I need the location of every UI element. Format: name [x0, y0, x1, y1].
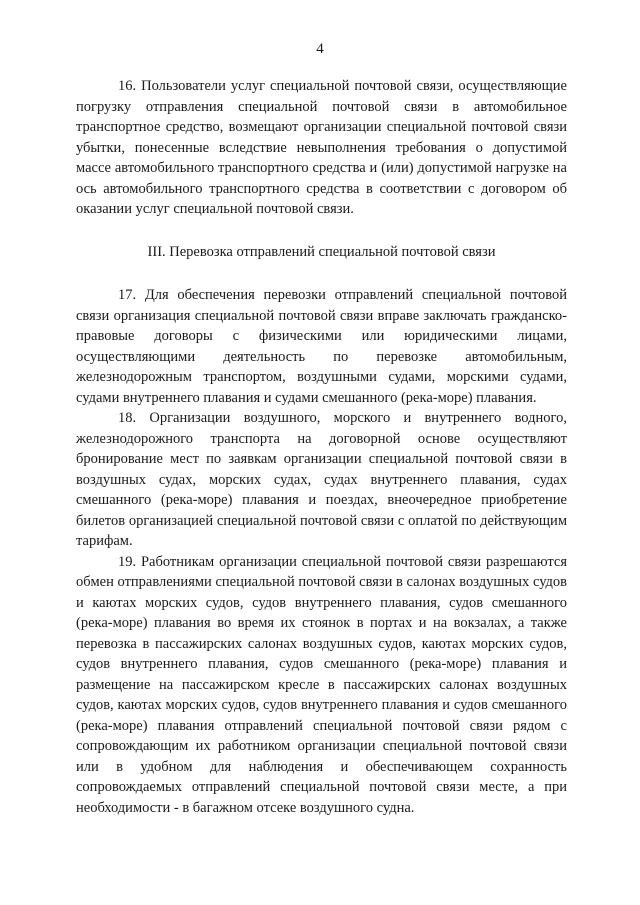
paragraph-17: 17. Для обеспечения перевозки отправлений специальной почтовой связи организация специальной почтовой связи вправе заключать гражданско-правовые договоры с физическими или юридическими лицами, осуществляющими деятельность по перевозке автомобильным, железнодорожным транспортом, воздушными судами, морскими судами, судами внутреннего плавания и судами смешанного (река-море) плавания. — [76, 287, 567, 406]
section-heading: III. Перевозка отправлений специальной почтовой связи — [147, 243, 496, 260]
paragraph-19: 19. Работникам организации специальной почтовой связи разрешаются обмен отправлениями специальной почтовой связи в салонах воздушных судов и каютах морских судов, судов внутреннего плавания, судов смешанного (река-море) плавания во время их стоянок в портах и на вокзалах, а также перевозка в пассажирских салонах воздушных судов, каютах морских судов, судов внутреннего плавания, судов смешанного (река-море) плавания и размещение на пассажирском кресле в пассажирских салонах воздушных судов, каютах морских судов, судов внутреннего плавания и судов смешанного (река-море) плавания отправлений специальной почтовой связи рядом с сопровождающим их работником организации специальной почтовой связи или в удобном для наблюдения и обеспечивающем сохранность сопровождаемых отправлений специальной почтовой связи месте, а при необходимости - в багажном отсеке воздушного судна. — [76, 553, 567, 816]
page-number: 4 — [316, 41, 324, 57]
document-body — [76, 76, 567, 818]
paragraph-16: 16. Пользователи услуг специальной почтовой связи, осуществляющие погрузку отправления специальной почтовой связи в автомобильное транспортное средство, возмещают организации специальной почтовой связи убытки, понесенные вследствие невыполнения требования о допустимой массе автомобильного транспортного средства и (или) допустимой нагрузке на ось автомобильного транспортного средства в соответствии с договором об оказании услуг специальной почтовой связи. — [76, 78, 567, 217]
paragraph-18: 18. Организации воздушного, морского и внутреннего водного, железнодорожного транспорта на договорной основе осуществляют бронирование мест по заявкам организации специальной почтовой связи в воздушных судах, морских судах, судах внутреннего плавания, судах смешанного (река-море) плавания и поездах, внеочередное приобретение билетов организацией специальной почтовой связи с оплатой по действующим тарифам. — [76, 410, 567, 549]
